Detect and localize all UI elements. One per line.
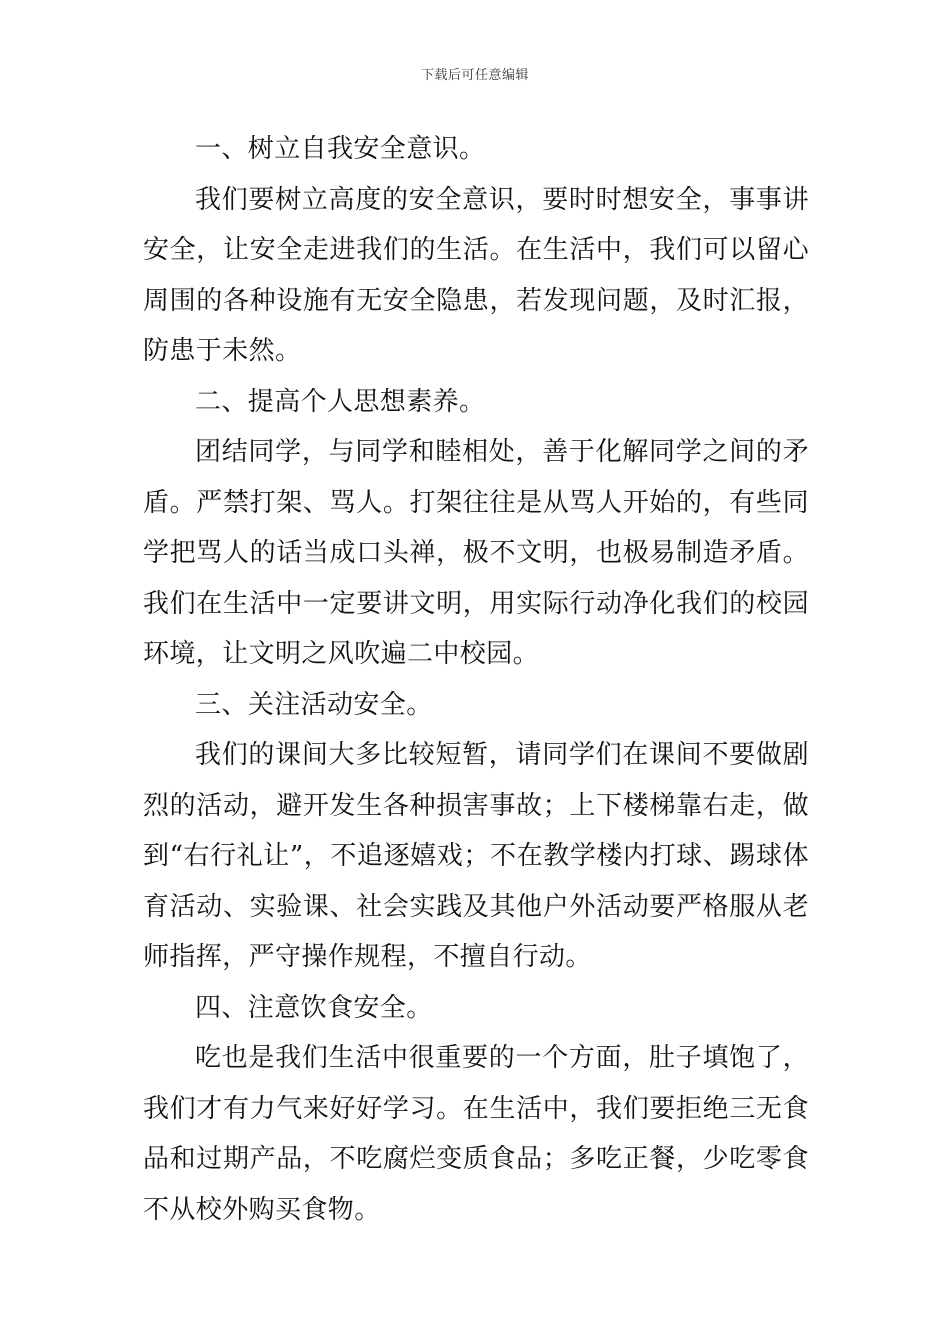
paragraph-safety-awareness: 我们要树立高度的安全意识，要时时想安全，事事讲安全，让安全走进我们的生活。在生活中，我们可以留心周围的各种设施有无安全隐患，若发现问题，及时汇报，防患于未然。 [143, 184, 809, 366]
section-heading-4: 四、注意饮食安全。 [195, 992, 433, 1023]
paragraph-activity-safety: 我们的课间大多比较短暂，请同学们在课间不要做剧烈的活动，避开发生各种损害事故；上下楼梯靠右走，做到“右行礼让”，不追逐嬉戏；不在教学楼内打球、踢球体育活动、实验课、社会实践及其他户外活动要严格服从老师指挥，严守操作规程，不擅自行动。 [143, 740, 809, 972]
document-body [143, 124, 809, 1235]
section-heading-1: 一、树立自我安全意识。 [195, 134, 486, 164]
section-heading-2: 二、提高个人思想素养。 [195, 386, 486, 417]
paragraph-personal-quality: 团结同学，与同学和睦相处，善于化解同学之间的矛盾。严禁打架、骂人。打架往往是从骂人开始的，有些同学把骂人的话当成口头禅，极不文明，也极易制造矛盾。我们在生活中一定要讲文明，用实际行动净化我们的校园环境，让文明之风吹遍二中校园。 [143, 437, 809, 669]
paragraph-food-safety: 吃也是我们生活中很重要的一个方面，肚子填饱了，我们才有力气来好好学习。在生活中，我们要拒绝三无食品和过期产品，不吃腐烂变质食品；多吃正餐，少吃零食不从校外购买食物。 [143, 1043, 809, 1225]
section-heading-3: 三、关注活动安全。 [195, 689, 433, 720]
page-header: 下载后可任意编辑 [420, 68, 529, 83]
